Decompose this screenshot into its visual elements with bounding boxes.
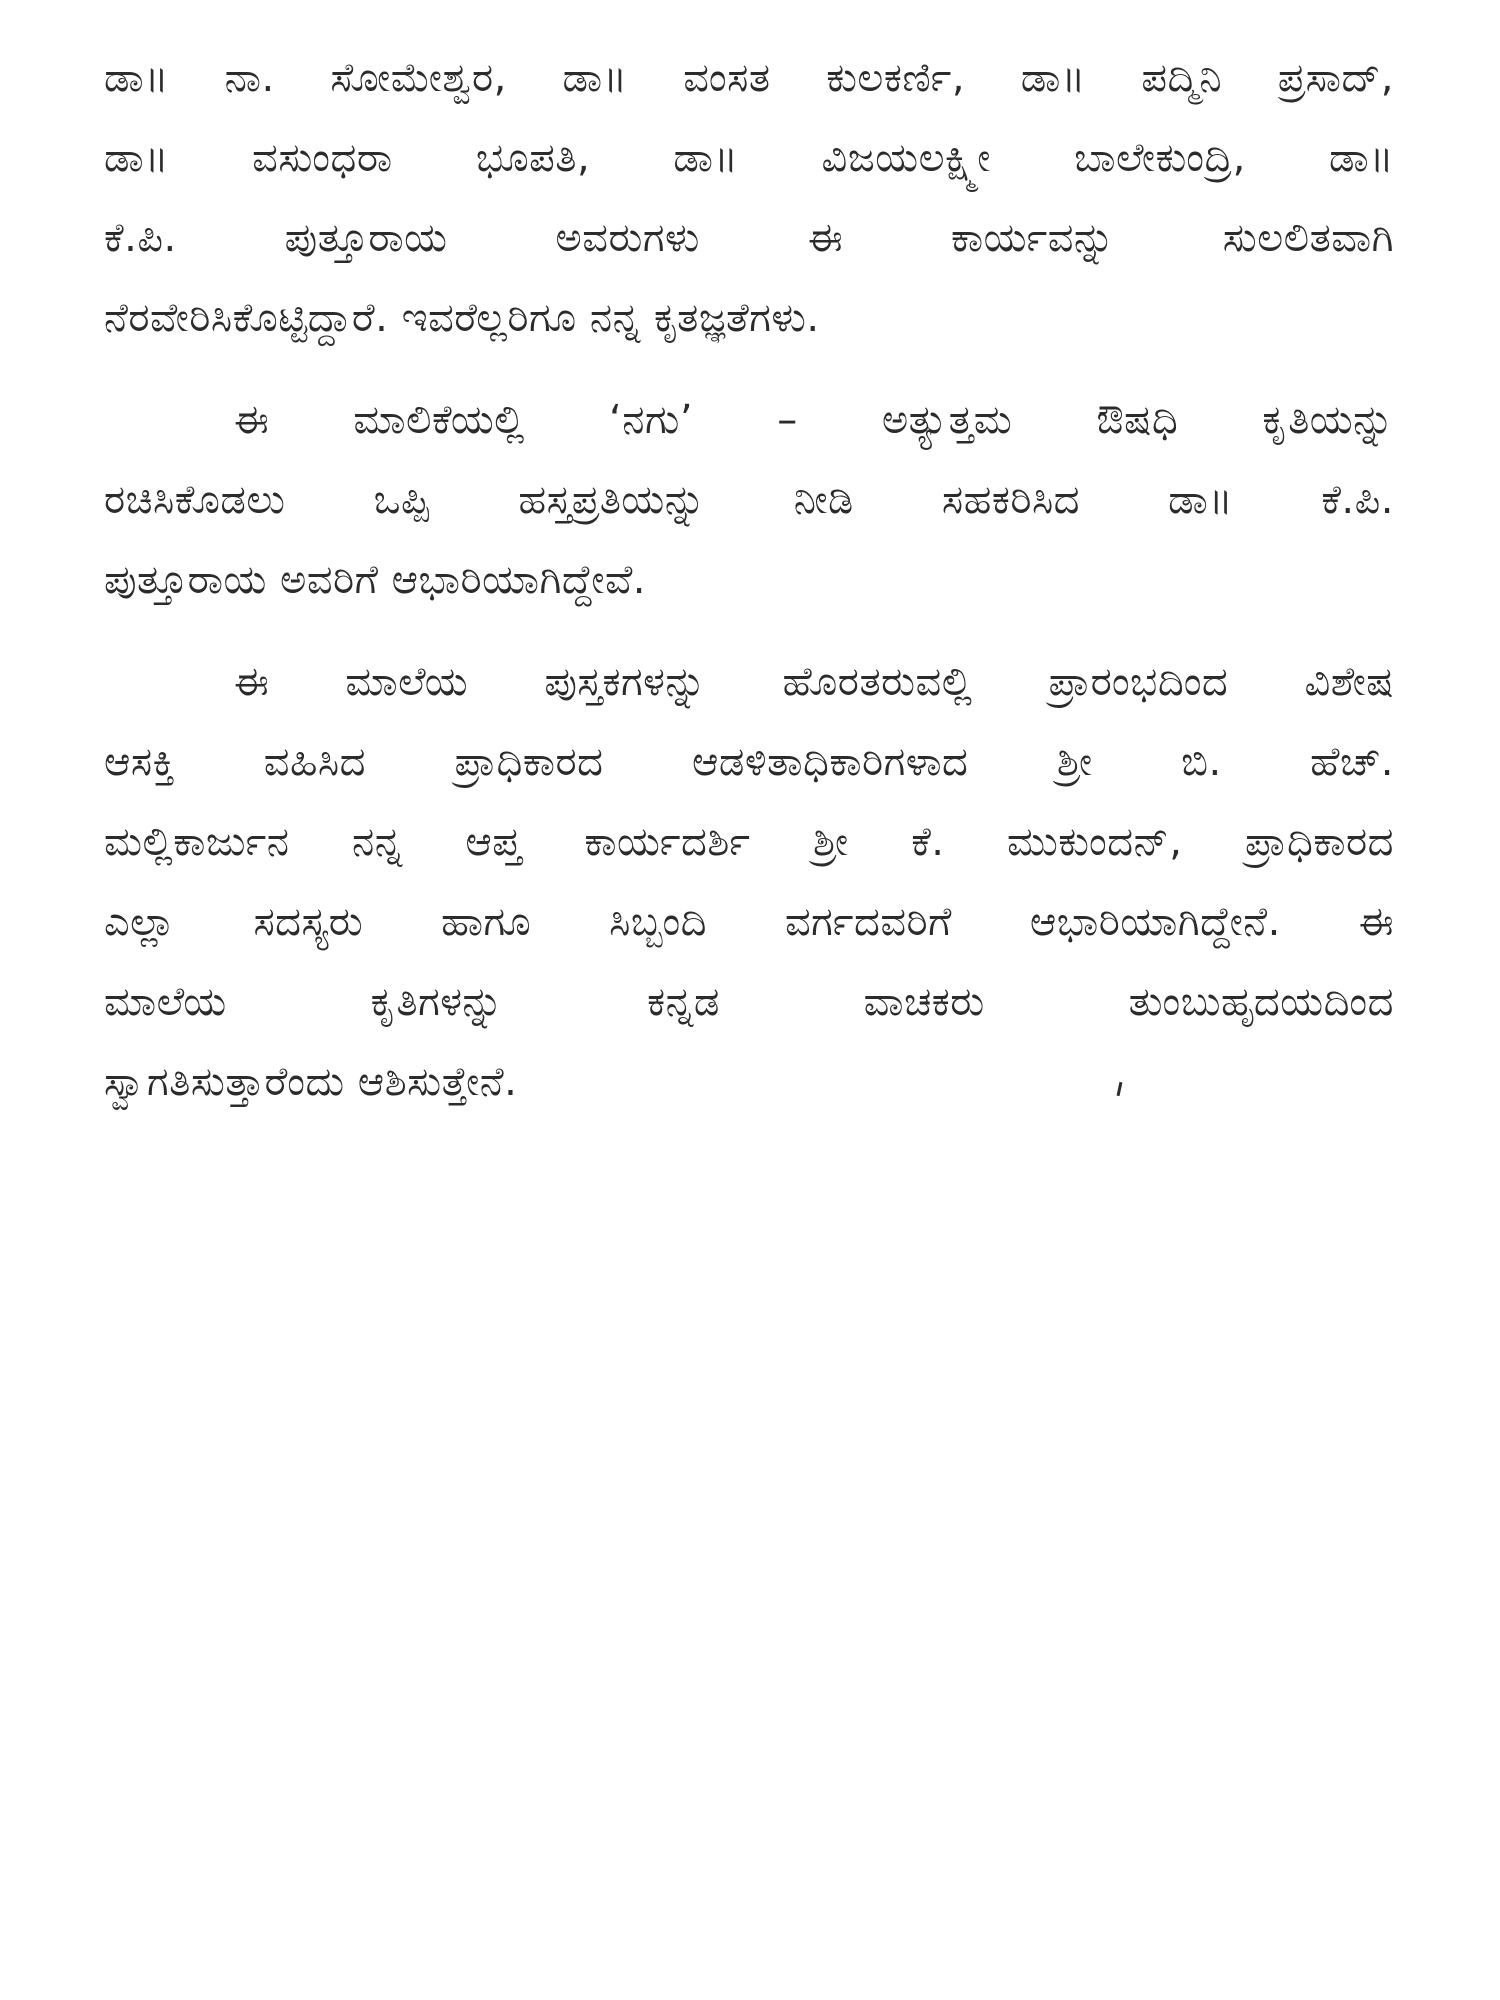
text-line: ಸ್ವಾಗತಿಸುತ್ತಾರೆಂದು ಆಶಿಸುತ್ತೇನೆ. xyxy=(104,1059,518,1105)
text-line: ಮಲ್ಲಿಕಾರ್ಜುನ ನನ್ನ ಆಪ್ತ ಕಾರ್ಯದರ್ಶಿ ಶ್ರೀ ಕೆ. ಮುಕುಂದನ್, ಪ್ರಾಧಿಕಾರದ xyxy=(104,819,1394,865)
paragraph-acknowledgement-author xyxy=(104,380,1394,620)
body-text xyxy=(104,38,1394,1122)
text-line: ಪುತ್ತೂರಾಯ ಅವರಿಗೆ ಆಭಾರಿಯಾಗಿದ್ದೇವೆ. xyxy=(104,557,647,603)
paragraph-acknowledgement-contributors xyxy=(104,38,1394,358)
text-line: ರಚಿಸಿಕೊಡಲು ಒಪ್ಪಿ ಹಸ್ತಪ್ರತಿಯನ್ನು ನೀಡಿ ಸಹಕರಿಸಿದ ಡಾ॥ ಕೆ.ಪಿ. xyxy=(104,477,1394,523)
text-line: ಕೆ.ಪಿ. ಪುತ್ತೂರಾಯ ಅವರುಗಳು ಈ ಕಾರ್ಯವನ್ನು ಸುಲಲಿತವಾಗಿ xyxy=(104,215,1394,261)
text-line: ಡಾ॥ ನಾ. ಸೋಮೇಶ್ವರ, ಡಾ॥ ವಂಸತ ಕುಲಕರ್ಣಿ, ಡಾ॥ ಪದ್ಮಿನಿ ಪ್ರಸಾದ್, xyxy=(104,55,1394,101)
text-line: ನೆರವೇರಿಸಿಕೊಟ್ಟಿದ್ದಾರೆ. ಇವರೆಲ್ಲರಿಗೂ ನನ್ನ ಕೃತಜ್ಞತೆಗಳು. xyxy=(104,295,820,341)
paragraph-acknowledgement-authority xyxy=(104,642,1394,1122)
text-line: ಈ ಮಾಲಿಕೆಯಲ್ಲಿ ‘ನಗು’ – ಅತ್ಯುತ್ತಮ ಔಷಧಿ ಕೃತಿಯನ್ನು xyxy=(234,397,1394,443)
text-line: ಈ ಮಾಲೆಯ ಪುಸ್ತಕಗಳನ್ನು ಹೊರತರುವಲ್ಲಿ ಪ್ರಾರಂಭದಿಂದ ವಿಶೇಷ xyxy=(234,659,1394,705)
text-line: ಎಲ್ಲಾ ಸದಸ್ಯರು ಹಾಗೂ ಸಿಬ್ಬಂದಿ ವರ್ಗದವರಿಗೆ ಆಭಾರಿಯಾಗಿದ್ದೇನೆ. ಈ xyxy=(104,899,1394,945)
text-line: ಡಾ॥ ವಸುಂಧರಾ ಭೂಪತಿ, ಡಾ॥ ವಿಜಯಲಕ್ಷ್ಮೀ ಬಾಲೇಕುಂದ್ರಿ, ಡಾ॥ xyxy=(104,135,1394,181)
text-line: ಮಾಲೆಯ ಕೃತಿಗಳನ್ನು ಕನ್ನಡ ವಾಚಕರು ತುಂಬುಹೃದಯದಿಂದ xyxy=(104,979,1394,1025)
text-line: ಆಸಕ್ತಿ ವಹಿಸಿದ ಪ್ರಾಧಿಕಾರದ ಆಡಳಿತಾಧಿಕಾರಿಗಳಾದ ಶ್ರೀ ಬಿ. ಹೆಚ್. xyxy=(104,739,1394,785)
